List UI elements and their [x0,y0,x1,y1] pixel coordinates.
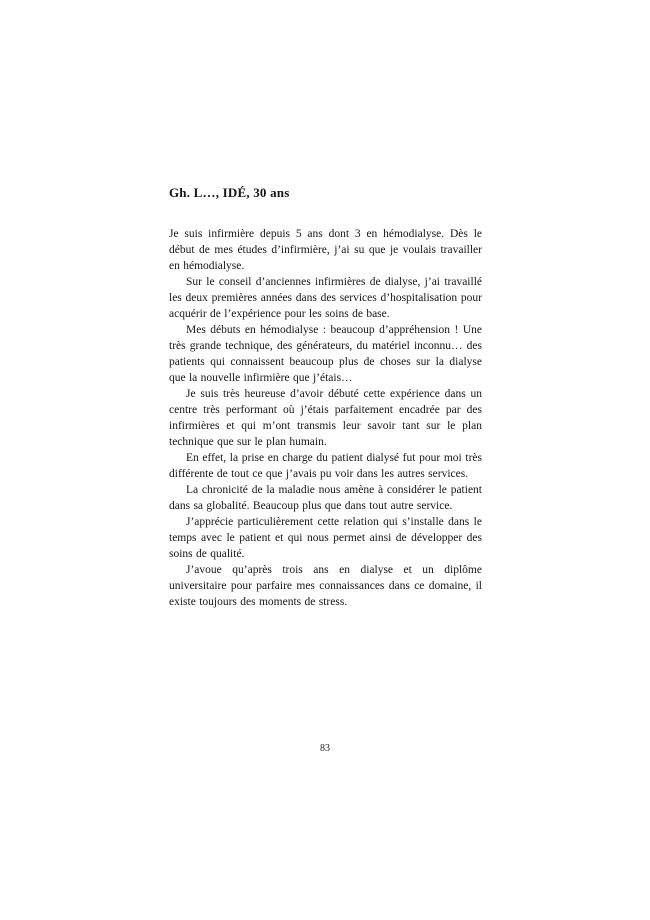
paragraph: J’apprécie particulièrement cette relation qui s’installe dans le temps avec le patient et qui nous permet ainsi de développer des soins de qualité. [169,516,482,560]
paragraph: En effet, la prise en charge du patient dialysé fut pour moi très différente de tout ce que j’avais pu voir dans les autres services. [169,452,482,480]
body-text [169,226,482,610]
paragraph: La chronicité de la maladie nous amène à considérer le patient dans sa globalité. Beaucoup plus que dans tout autre service. [169,484,482,512]
paragraph: Je suis infirmière depuis 5 ans dont 3 en hémodialyse. Dès le début de mes études d’infirmière, j’ai su que je voulais travailler en hémodialyse. [169,228,482,272]
paragraph: Je suis très heureuse d’avoir débuté cette expérience dans un centre très performant où j’étais parfaitement encadrée par des infirmières et qui m’ont transmis leur savoir tant sur le plan technique que sur le plan humain. [169,388,482,448]
paragraph: Sur le conseil d’anciennes infirmières de dialyse, j’ai travaillé les deux premières années dans des services d’hospitalisation pour acquérir de l’expérience pour les soins de base. [169,276,482,320]
text-block [169,185,482,610]
section-heading: Gh. L…, IDÉ, 30 ans [169,185,290,200]
paragraph: Mes débuts en hémodialyse : beaucoup d’appréhension ! Une très grande technique, des générateurs, du matériel inconnu… des patients qui connaissent beaucoup plus de choses sur la dialyse que la nouvelle infirmière que j’étais… [169,324,482,384]
paragraph: J’avoue qu’après trois ans en dialyse et un diplôme universitaire pour parfaire mes connaissances dans ce domaine, il existe toujours des moments de stress. [169,564,482,608]
page-number: 83 [320,743,330,754]
